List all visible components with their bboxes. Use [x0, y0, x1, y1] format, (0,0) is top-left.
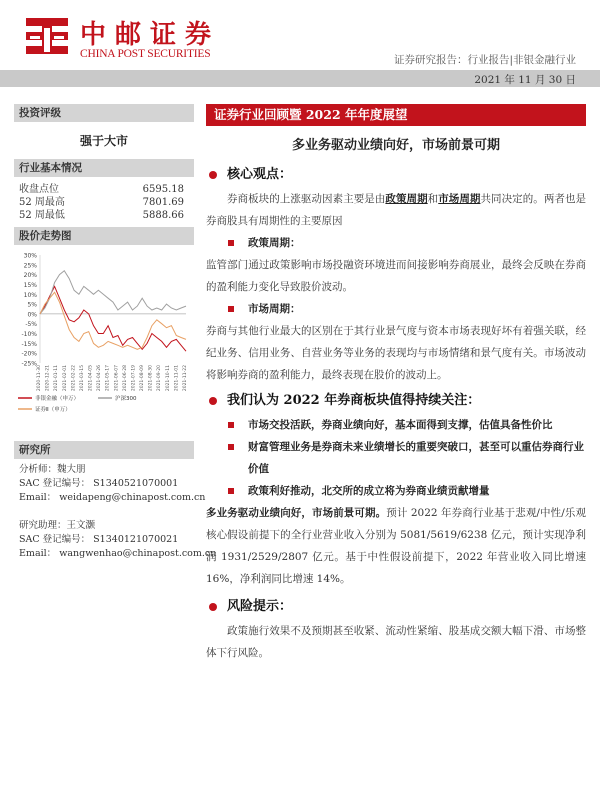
- square-bullet-icon: [228, 488, 234, 494]
- stat-label: 52 周最低: [19, 210, 65, 221]
- intro-text: 共同决定的。两者也是券商股具有周期性的主要原因: [206, 193, 587, 227]
- legend-label: 非银金融（申万）: [35, 396, 80, 402]
- policy-heading: [206, 232, 586, 254]
- market-heading: [206, 298, 586, 320]
- focus-bullet: [206, 414, 586, 436]
- x-tick-label: 2020-11-30: [37, 365, 42, 392]
- x-tick-label: 2021-06-07: [114, 365, 120, 392]
- y-tick-label: 25%: [23, 262, 37, 270]
- report-subtitle: 多业务驱动业绩向好，市场前景可期: [291, 138, 500, 153]
- x-tick-label: 2021-02-01: [62, 365, 68, 392]
- y-tick-label: 20%: [23, 272, 37, 280]
- focus-bullet: [206, 436, 586, 480]
- assistant-sac: SAC 登记编号： S1340121070021: [19, 534, 179, 545]
- report-breadcrumb: 证券研究报告：行业报告|非银金融行业: [393, 54, 576, 66]
- brand-name-cn: 中邮证券: [80, 20, 221, 50]
- x-tick-label: 2020-12-21: [45, 365, 51, 392]
- x-tick-label: 2021-11-22: [183, 365, 188, 392]
- legend-label: 证券Ⅱ（申万）: [35, 407, 71, 413]
- y-tick-label: -20%: [21, 350, 37, 358]
- analyst-sac: SAC 登记编号： S1340521070001: [19, 478, 179, 489]
- forecast-body: 预计 2022 年券商行业基于悲观/中性/乐观核心假设前提下的全行业营业收入分别为 5081/5619/6238 亿元，预计实现净利润 1931/2529/2807 亿元。基于中性假设前提下，2022 年营业收入同比增速 16%，净利润同比增速 14%。: [206, 507, 586, 585]
- stat-row: [19, 196, 184, 209]
- series-line: [40, 292, 186, 349]
- bullet-dot-icon: [209, 603, 217, 611]
- x-tick-label: 2021-04-05: [88, 365, 94, 392]
- focus-bullet-text: 财富管理业务是券商未来业绩增长的重要突破口，甚至可以重估券商行业价值: [248, 441, 584, 475]
- y-tick-label: -25%: [21, 360, 37, 368]
- y-tick-label: -5%: [25, 321, 37, 329]
- report-title: 证券行业回顾暨 2022 年年度展望: [206, 104, 586, 126]
- policy-text: 监管部门通过政策影响市场投融资环境进而间接影响券商展业，最终会反映在券商的盈利能力变化导致股价波动。: [206, 259, 586, 293]
- report-date: 2021 年 11 月 30 日: [474, 74, 576, 86]
- x-tick-label: 2021-11-01: [174, 365, 180, 392]
- core-intro: [206, 188, 586, 232]
- market-text: 券商与其他行业最大的区别在于其行业景气度与资本市场表现好坏有着强关联，经纪业务、信用业务、自营业务等业务的表现均与市场情绪和景气度有关。市场波动将影响券商的盈利能力，最终表现在股价的波动上。: [206, 325, 586, 381]
- policy-heading-text: 政策周期：: [248, 237, 301, 249]
- brand-name-en: CHINA POST SECURITIES: [80, 48, 211, 60]
- series-line: [40, 271, 186, 314]
- series-line: [40, 286, 186, 351]
- x-tick-label: 2021-08-30: [148, 365, 154, 392]
- basics-heading: 行业基本情况: [14, 159, 194, 177]
- square-bullet-icon: [228, 306, 234, 312]
- core-heading: [206, 162, 586, 188]
- risk-heading: [206, 594, 586, 620]
- stat-row: [19, 183, 184, 196]
- x-tick-label: 2021-07-19: [131, 365, 137, 392]
- focus-bullet-text: 政策利好推动，北交所的成立将为券商业绩贡献增量: [248, 485, 490, 497]
- x-tick-label: 2021-01-11: [54, 365, 60, 392]
- bullet-dot-icon: [209, 397, 217, 405]
- rating-value: 强于大市: [79, 134, 128, 148]
- square-bullet-icon: [228, 422, 234, 428]
- x-tick-label: 2021-09-20: [157, 365, 163, 392]
- y-tick-label: 30%: [23, 252, 37, 260]
- date-bar: [0, 70, 600, 87]
- y-tick-label: 15%: [23, 281, 37, 289]
- y-tick-label: 5%: [27, 301, 37, 309]
- risk-heading-text: 风险提示：: [227, 599, 293, 614]
- stat-value: 7801.69: [142, 197, 184, 208]
- intro-text: 和: [427, 193, 439, 205]
- x-tick-label: 2021-06-28: [122, 365, 128, 392]
- focus-bullet: [206, 480, 586, 502]
- assistant-name: 研究助理：王文灏: [19, 520, 96, 531]
- stats-table: [14, 177, 194, 227]
- analyst-email[interactable]: Email： weidapeng@chinapost.com.cn: [19, 492, 206, 503]
- x-tick-label: 2021-02-22: [71, 365, 77, 392]
- intro-text: 券商板块的上涨驱动因素主要是由: [227, 193, 386, 205]
- y-tick-label: 0%: [27, 311, 37, 319]
- x-tick-label: 2021-04-26: [97, 365, 103, 392]
- rating-heading: 投资评级: [14, 104, 194, 122]
- main-content: [206, 104, 586, 664]
- stat-label: 52 周最高: [19, 197, 65, 208]
- chart-heading: 股价走势图: [14, 227, 194, 245]
- market-heading-text: 市场周期：: [248, 303, 301, 315]
- market-cycle-term: 市场周期: [438, 193, 481, 205]
- stat-label: 收盘点位: [19, 184, 59, 195]
- x-tick-label: 2021-10-11: [165, 365, 171, 392]
- risk-text: 政策施行效果不及预期甚至收紧、流动性紧缩、股基成交额大幅下滑、市场整体下行风险。: [206, 625, 586, 659]
- policy-cycle-term: 政策周期: [385, 193, 428, 205]
- researchers-heading: 研究所: [14, 441, 194, 459]
- stat-row: [19, 209, 184, 222]
- focus-bullet-text: 市场交投活跃，券商业绩向好，基本面得到支撑，估值具备性价比: [248, 419, 553, 431]
- bullet-dot-icon: [209, 171, 217, 179]
- square-bullet-icon: [228, 444, 234, 450]
- y-tick-label: -15%: [21, 340, 37, 348]
- forecast-text: [206, 502, 586, 590]
- square-bullet-icon: [228, 240, 234, 246]
- focus-heading-text: 我们认为 2022 年券商板块值得持续关注：: [227, 393, 481, 408]
- assistant-email[interactable]: Email： wangwenhao@chinapost.com.cn: [19, 548, 217, 559]
- x-tick-label: 2021-03-15: [79, 365, 85, 392]
- stat-value: 6595.18: [142, 184, 184, 195]
- sidebar: [14, 104, 217, 561]
- analyst-name: 分析师：魏大朋: [19, 464, 86, 475]
- stat-value: 5888.66: [142, 210, 184, 221]
- x-tick-label: 2021-05-17: [105, 365, 111, 392]
- focus-heading: [206, 388, 586, 414]
- legend-label: 沪深300: [115, 396, 137, 402]
- forecast-lead: 多业务驱动业绩向好，市场前景可期。: [206, 507, 387, 519]
- stock-price-chart: [14, 247, 194, 415]
- x-tick-label: 2021-08-09: [140, 365, 146, 392]
- core-heading-text: 核心观点：: [227, 167, 293, 182]
- company-logo: [22, 10, 74, 62]
- y-tick-label: 10%: [23, 291, 37, 299]
- y-tick-label: -10%: [21, 331, 37, 339]
